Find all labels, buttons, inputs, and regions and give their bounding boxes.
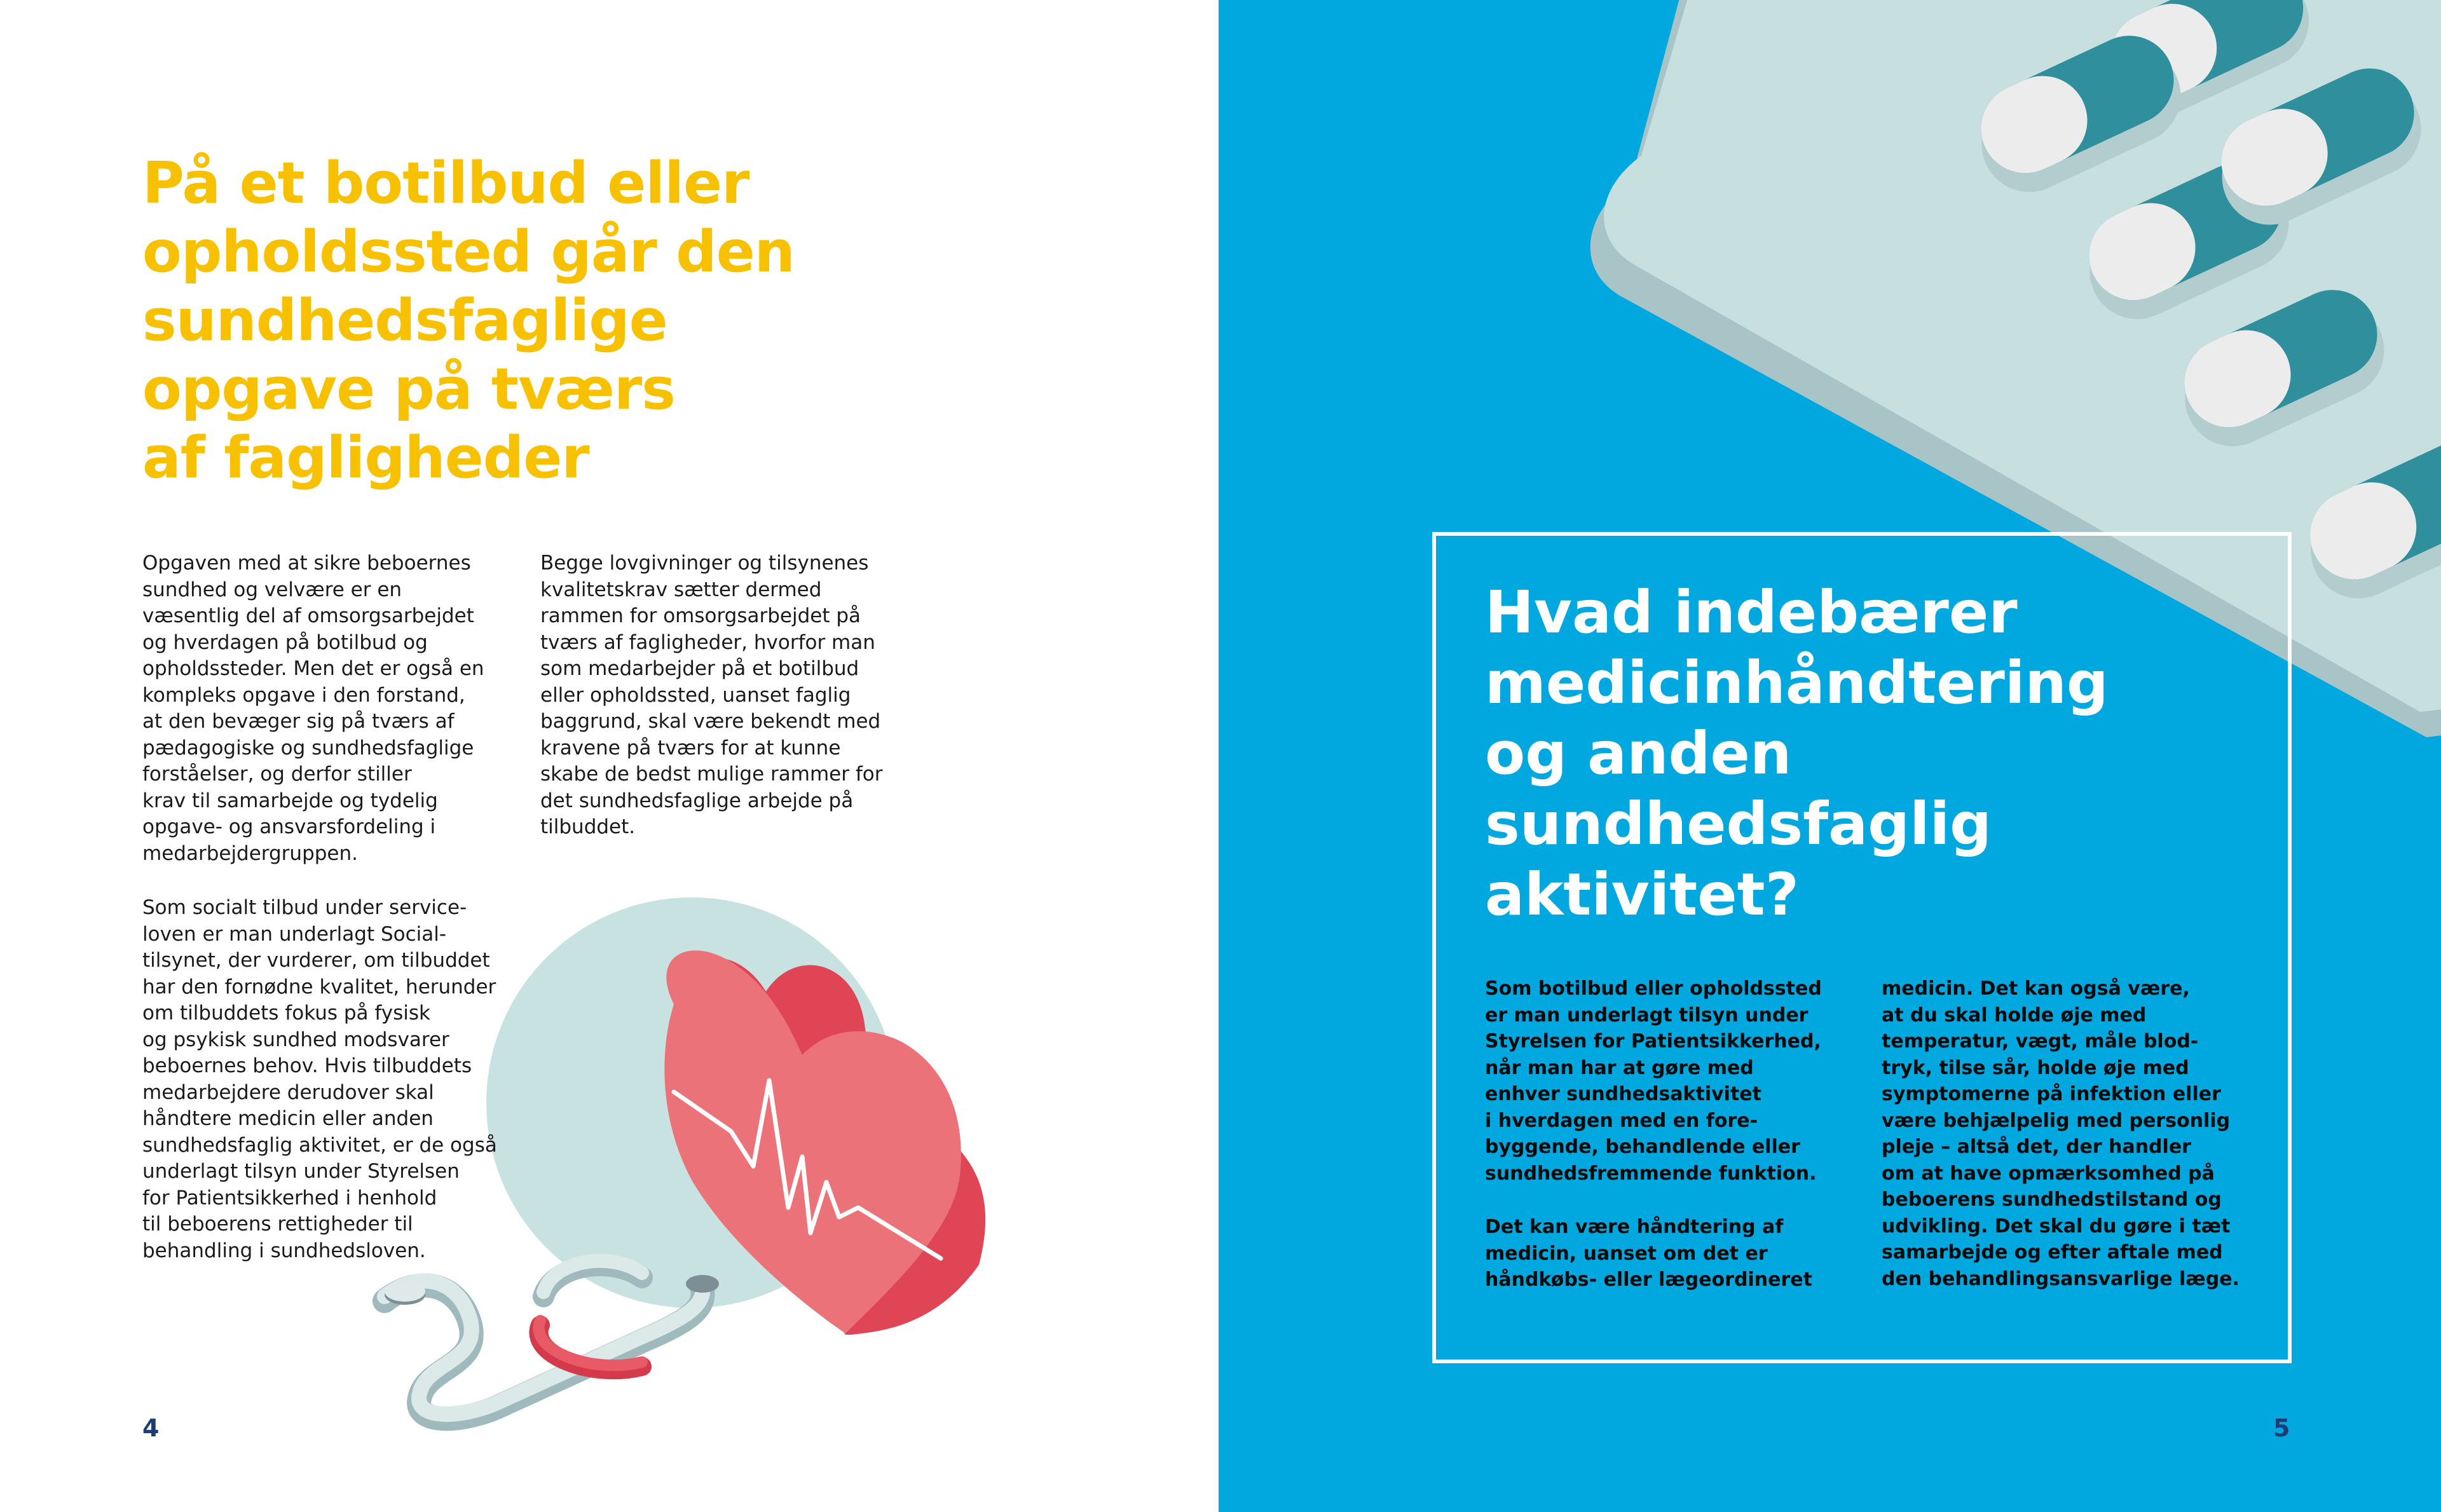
- right-page-heading: Hvad indebærer medicinhåndtering og anden sundhedsfaglig aktivitet?: [1485, 578, 2109, 929]
- page-number-right: 5: [2273, 1414, 2290, 1442]
- right-column1-paragraph1: Som botilbud eller opholdssted er man underlagt tilsyn under Styrelsen for Patientsikkerhed, når man har at gøre med enhver sundhedsaktivitet i hverdagen med en fore- byggende, behandlende eller sundhedsfremmende funktion.: [1485, 977, 1822, 1185]
- right-column2-paragraph1: medicin. Det kan også være, at du skal holde øje med temperatur, vægt, måle blod- tryk, tilse sår, holde øje med symptomerne på infektion eller være behjælpelig med personlig pleje – altså det, der handler om at have opmærksomhed på beboerens sundhedstilstand og udvikling. Det skal du gøre i tæt samarbejde og efter aftale med den behandlingsansvarlige læge.: [1882, 977, 2239, 1290]
- left-page-heading: På et botilbud eller opholdssted går den sundhedsfaglige opgave på tværs af fagligheder: [142, 150, 795, 491]
- left-column2-paragraph1: Begge lovgivninger og tilsynenes kvalitetskrav sætter dermed rammen for omsorgsarbejdet på tværs af fagligheder, hvorfor man som medarbejder på et botilbud eller opholdssted, uanset faglig baggrund, skal være bekendt med kravene på tværs for at kunne skabe de bedst mulige rammer for det sundhedsfaglige arbejde på tilbuddet.: [540, 552, 883, 838]
- left-column1-paragraph2: Som socialt tilbud under service- loven er man underlagt Social- tilsynet, der vurderer, om tilbuddet har den fornødne kvalitet, herunder om tilbuddets fokus på fysisk og psykisk sundhed modsvarer beboernes behov. Hvis tilbuddets medarbejdere derudover skal håndtere medicin eller anden sundhedsfaglig aktivitet, er de også underlagt tilsyn under Styrelsen for Patientsikkerhed i henhold til beboerens rettigheder til behandling i sundhedsloven.: [142, 896, 497, 1262]
- left-column1-paragraph1: Opgaven med at sikre beboernes sundhed og velvære er en væsentlig del af omsorgsarbejdet og hverdagen på botilbud og opholdssteder. Men det er også en kompleks opgave i den forstand, at den bevæger sig på tværs af pædagogiske og sundhedsfaglige forståelser, og derfor stiller krav til samarbejde og tydelig opgave- og ansvarsfordeling i medarbejdergruppen.: [142, 552, 484, 865]
- right-column1-paragraph2: Det kan være håndtering af medicin, uanset om det er håndkøbs- eller lægeordineret: [1485, 1216, 1812, 1291]
- page-number-left: 4: [142, 1414, 160, 1442]
